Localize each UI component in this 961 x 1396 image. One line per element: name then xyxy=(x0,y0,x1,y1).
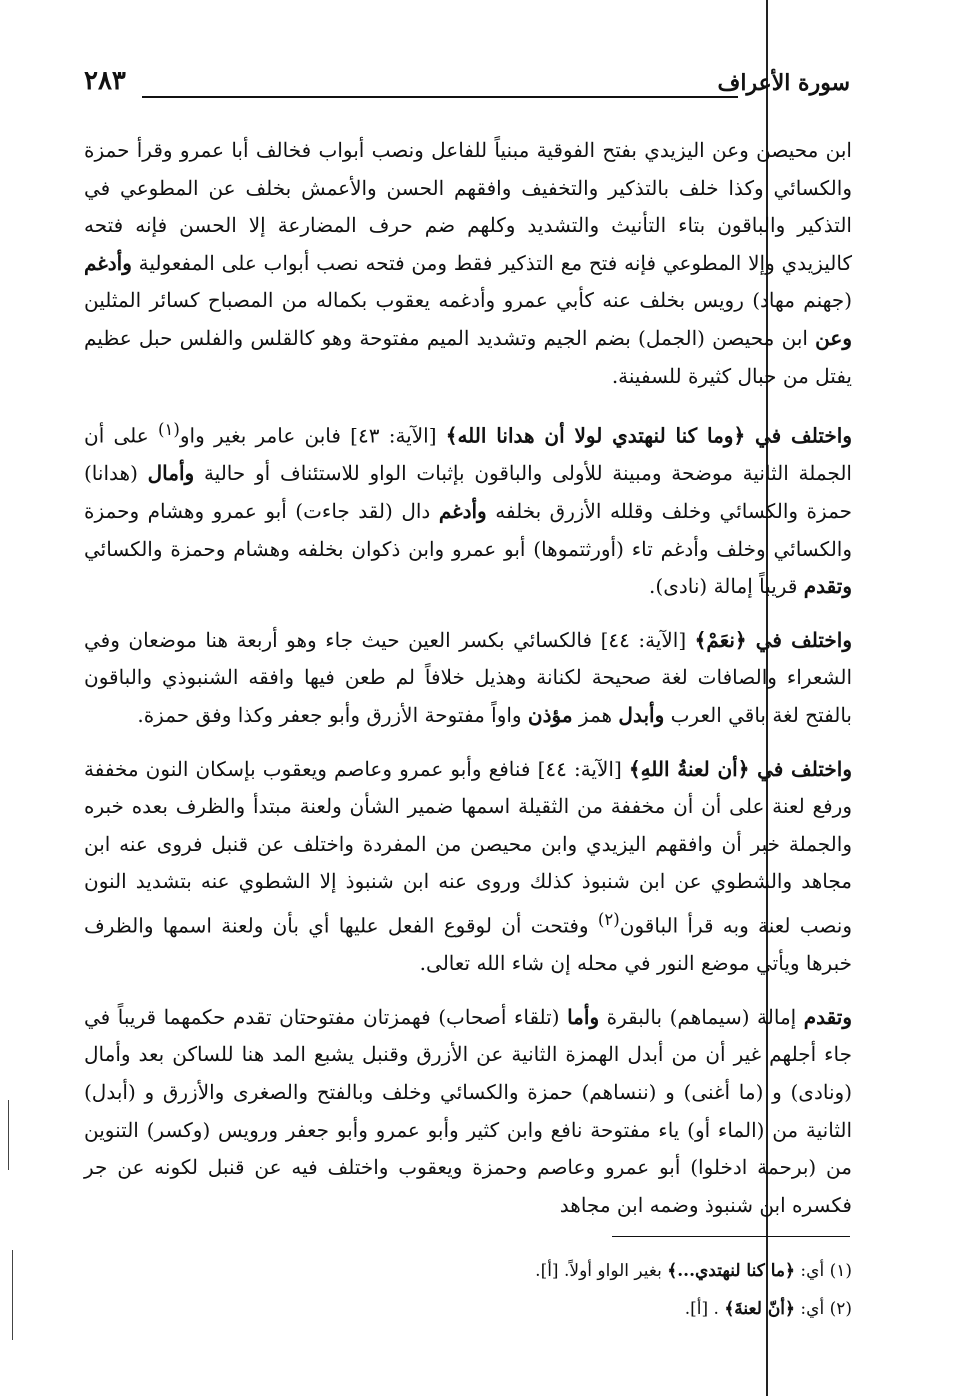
paragraph xyxy=(84,411,852,606)
footnote-post: . [أ]. xyxy=(684,1299,719,1319)
bold-term: واختلف في ﴿نعَمْ﴾ xyxy=(694,627,853,652)
text-run: (هدانا) حمزة والكسائي وخلف وقلله الأزرق بخلفه xyxy=(84,461,853,523)
bold-term: وتقدم xyxy=(803,1004,852,1029)
footnote-quote: ﴿أنّ لعنةَ﴾ xyxy=(724,1299,795,1319)
footnote-ref: (٢) xyxy=(597,909,620,929)
footnote xyxy=(84,1252,852,1290)
bold-term: واختلف في ﴿أن لعنةُ اللهِ﴾ xyxy=(628,756,852,781)
text-run: [الآية: ٤٤] فنافع وأبو عمرو وعاصم ويعقوب بإسكان النون مخففة ورفع لعنة على أن أن مخففة من الثقيلة اسمها ضمير الشأن ولعنة مبتدأ والظرف بعده خبره والجملة خبر أن وافقهم اليزيدي وابن محيصن من المفردة واختلف عن قنبل فروى عنه ابن مجاهد والشطوي عن ابن شنبوذ كذلك وروى عنه ابن شنبوذ إلا الشطوي عنه بتشديد النون ونصب لعنة وبه قرأ الباقون xyxy=(84,756,852,938)
running-header xyxy=(84,66,850,106)
footnote-quote: ﴿ما كنا لنهتدي...﴾ xyxy=(667,1261,795,1281)
footnotes xyxy=(84,1252,852,1328)
bold-term: واختلف في ﴿وما كنا لنهتدي لولا أن هدانا الله﴾ xyxy=(445,423,852,448)
surah-title: سورة الأعراف xyxy=(717,70,850,96)
paragraph xyxy=(84,622,852,735)
bold-term: وأدغم xyxy=(84,250,132,275)
footnote-ref: (١) xyxy=(157,420,180,440)
bold-term: وأدغم xyxy=(438,499,487,523)
header-rule xyxy=(142,96,738,98)
text-run: إمالة (سيماهم) بالبقرة xyxy=(599,1004,804,1029)
text-run: دال (لقد جاءت) أبو عمرو وهشام وحمزة والكسائي وخلف وأدغم تاء (أورثتموها) أبو عمرو وابن ذكوان بخلفه وهشام وحمزة والكسائي xyxy=(84,499,852,561)
footnote xyxy=(84,1290,852,1328)
text-run: [الآية: ٤٤] فالكسائي بكسر العين حيث جاء وهو أربعة هنا موضعان وفي الشعراء والصافات لغة صحيحة لكنانة وهذيل خلافاً لم طعن فيها وافقه الشنبوذي والباقون بالفتح لغة باقي العرب xyxy=(84,627,852,727)
paragraph xyxy=(84,132,852,395)
text-run: (جهنم مهاد) رويس بخلف عنه كأبي عمرو وأدغمه يعقوب بكماله من المصباح كسائر المثلين xyxy=(84,288,853,313)
text-run: واواً مفتوحة الأزرق وأبو جعفر وكذا وفق حمزة. xyxy=(137,702,528,727)
bold-term: وأما xyxy=(567,1004,600,1029)
paragraph xyxy=(84,751,852,983)
footnote-num: (٢) xyxy=(829,1299,852,1319)
scan-margin-mark xyxy=(12,1250,13,1340)
footnote-post: بغير الواو أولاً. [أ]. xyxy=(535,1261,662,1281)
text-run: على أن الجملة الثانية موضحة ومبينة للأولى والباقون بإثبات الواو للاستئناف أو حالية xyxy=(84,423,852,486)
text-run: قريباً إمالة (نادى). xyxy=(649,574,804,599)
text-run: (تلقاء أصحاب) فهمزتان مفتوحتان تقدم حكمهما قريباً في جاء أجلهم غير أن من أبدل الهمزة الثانية عن الأزرق وقنبل يشبع المد هنا للساكن بعد وأمال (ونادى) و (ما أغنى) و (ننساهم) حمزة والكسائي وخلف وبالفتح والصغرى والأزرق و (أبدل) الثانية من (الماء أو) ياء مفتوحة نافع وابن كثير وأبو عمرو وأبو جعفر ورويس (وكسر) التنوين من (برحمة ادخلوا) أبو عمرو وعاصم وحمزة ويعقوب واختلف فيه عن قنبل لكونه عن جر فكسره ابن شنبوذ وضمه ابن مجاهد xyxy=(84,1004,852,1217)
bold-term: وأمال xyxy=(147,461,195,486)
footnote-num: (١) xyxy=(829,1261,852,1281)
footnote-separator xyxy=(612,1236,850,1237)
text-run: ابن محيصن (الجمل) بضم الجيم وتشديد الميم مفتوحة وهو كالقلس والفلس حبل عظيم يفتل من حبال كثيرة للسفينة. xyxy=(84,325,852,388)
paragraph xyxy=(84,999,852,1225)
scan-margin-mark xyxy=(8,1100,9,1170)
body-text xyxy=(84,132,852,1240)
bold-term: مؤذن xyxy=(527,702,573,727)
bold-term: وعن xyxy=(815,325,852,350)
bold-term: وتقدم xyxy=(803,574,852,599)
text-run: ابن محيصن وعن اليزيدي بفتح الفوقية مبنياً للفاعل ونصب أبواب فخالف أبا عمرو وقرأ حمزة والكسائي وكذا خلف بالتذكير والتخفيف وافقهم الحسن والأعمش بخلف عن المطوعي في التذكير والباقون بتاء التأنيث والتشديد وكلهم ضم حرف المضارعة إلا الحسن فإنه فتحه كاليزيدي وإلا المطوعي فإنه فتح مع التذكير فقط ومن فتحه نصب أبواب على المفعولية xyxy=(84,138,852,275)
bold-term: وأبدل xyxy=(618,702,665,727)
footnote-pre: أي: xyxy=(800,1261,825,1281)
text-run: همز xyxy=(572,702,619,727)
footnote-pre: أي: xyxy=(800,1299,825,1319)
text-run: [الآية: ٤٣] فابن عامر بغير واو xyxy=(179,423,446,448)
text-run: وفتحت أن لوقوع الفعل عليها أي بأن ولعنة اسمها والظرف خبرها ويأتي موضع النور في محله إن شاء الله تعالى. xyxy=(84,913,852,976)
page-number: ٢٨٣ xyxy=(84,66,126,96)
